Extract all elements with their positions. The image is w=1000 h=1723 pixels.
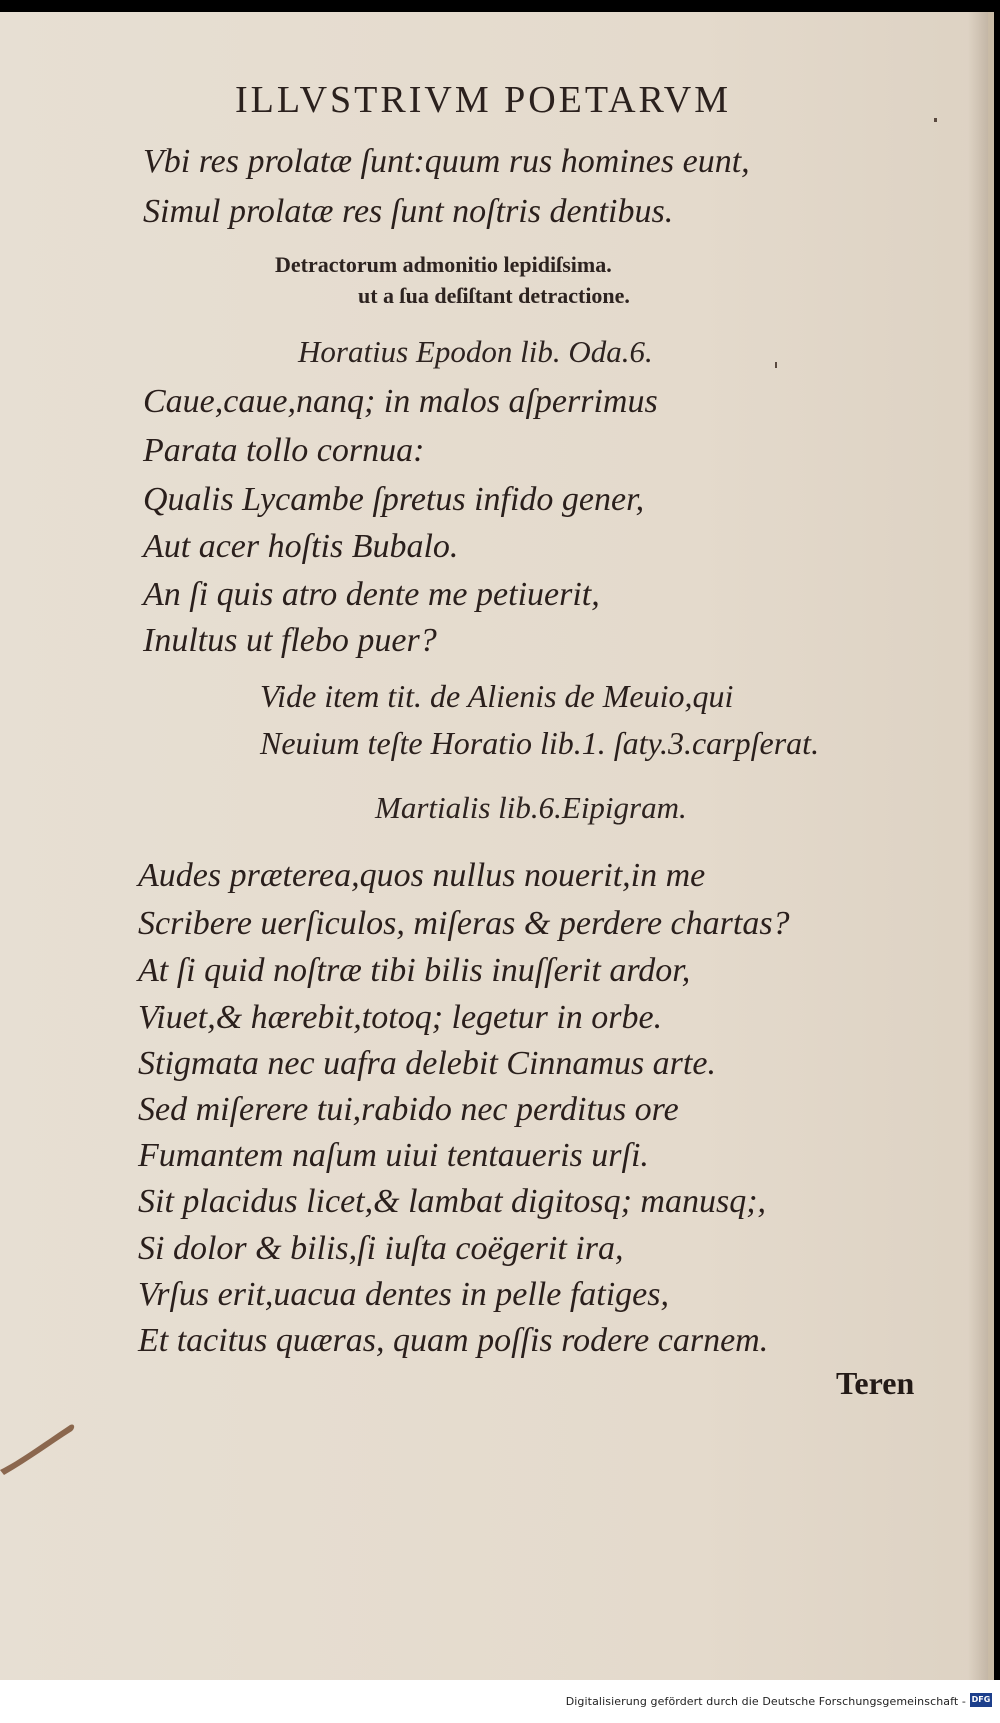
running-title: ILLVSTRIVM POETARVM xyxy=(235,79,732,121)
ink-stain xyxy=(0,1415,80,1475)
verse-line: Si dolor & bilis,ſi iuſta coëgerit ira, xyxy=(138,1230,624,1267)
cross-reference-note: Vide item tit. de Alienis de Meuio,qui xyxy=(260,678,734,714)
catchword: Teren xyxy=(836,1365,915,1401)
verse-line: Fumantem naſum uiui tentaueris urſi. xyxy=(138,1137,649,1174)
section-heading: ut a ſua deſiſtant detractione. xyxy=(358,283,630,308)
verse-line: At ſi quid noſtræ tibi bilis inuſſerit ardor, xyxy=(138,952,691,989)
verse-line: Et tacitus quæras, quam poſſis rodere carnem. xyxy=(138,1322,769,1359)
verse-line: Stigmata nec uafra delebit Cinnamus arte. xyxy=(138,1045,716,1082)
page-speck xyxy=(775,362,777,368)
source-caption: Martialis lib.6.Eipigram. xyxy=(375,790,687,825)
verse-line: Vrſus erit,uacua dentes in pelle fatiges, xyxy=(138,1276,670,1313)
page-edge-shadow xyxy=(968,12,988,1680)
verse-line: Inultus ut flebo puer? xyxy=(143,622,437,659)
top-border xyxy=(0,0,1000,12)
source-caption: Horatius Epodon lib. Oda.6. xyxy=(298,334,653,369)
verse-line: Audes præterea,quos nullus nouerit,in me xyxy=(138,857,706,894)
verse-line: Caue,caue,nanq; in malos aſperrimus xyxy=(143,383,658,420)
dfg-logo: DFG xyxy=(970,1693,992,1707)
verse-line: Sit placidus licet,& lambat digitosq; manusq;, xyxy=(138,1183,767,1220)
page-speck xyxy=(934,118,937,122)
verse-line: Aut acer hoſtis Bubalo. xyxy=(143,528,459,565)
verse-line: An ſi quis atro dente me petiuerit, xyxy=(143,576,600,613)
verse-line: Scribere uerſiculos, miſeras & perdere chartas? xyxy=(138,905,790,942)
funding-credit: Digitalisierung gefördert durch die Deutsche Forschungsgemeinschaft - xyxy=(565,1695,966,1708)
cross-reference-note: Neuium teſte Horatio lib.1. ſaty.3.carpſerat. xyxy=(260,725,820,761)
verse-line: Simul prolatæ res ſunt noſtris dentibus. xyxy=(143,193,674,230)
section-heading: Detractorum admonitio lepidiſsima. xyxy=(275,252,612,277)
verse-line: Qualis Lycambe ſpretus infido gener, xyxy=(143,481,645,518)
verse-line: Sed miſerere tui,rabido nec perditus ore xyxy=(138,1091,679,1128)
verse-line: Viuet,& hærebit,totoq; legetur in orbe. xyxy=(138,999,663,1036)
verse-line: Vbi res prolatæ ſunt:quum rus homines eunt, xyxy=(143,143,750,180)
verse-line: Parata tollo cornua: xyxy=(143,432,425,469)
